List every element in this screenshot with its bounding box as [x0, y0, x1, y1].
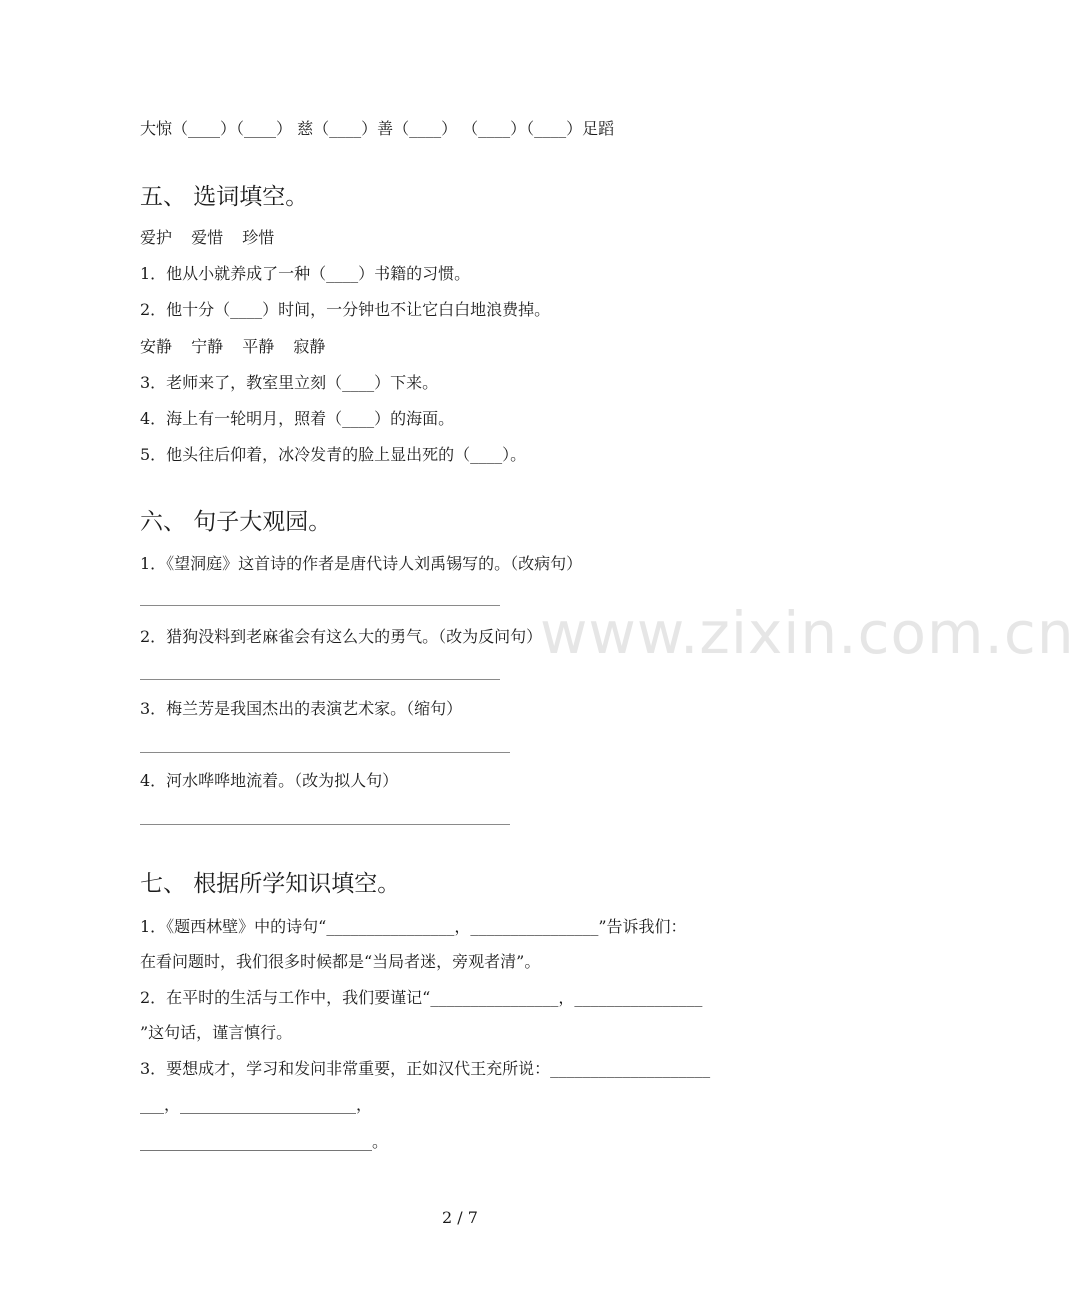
word-option: 安静	[140, 337, 173, 356]
word-options-1	[140, 226, 288, 250]
page-number: 2 / 7	[442, 1208, 478, 1227]
question-item: 1．《望洞庭》这首诗的作者是唐代诗人刘禹锡写的。（改病句）	[140, 554, 583, 573]
word-option: 平静	[242, 337, 275, 356]
word-option: 寂静	[293, 337, 326, 356]
question-item: 4．海上有一轮明月，照着（____）的海面。	[140, 409, 455, 428]
question-line: ___，______________________，	[140, 1095, 373, 1114]
section-7-title: 七、 根据所学知识填空。	[140, 871, 401, 897]
watermark: www.zixin.com.cn	[540, 599, 1075, 667]
question-item: 2．猎狗没料到老麻雀会有这么大的勇气。（改为反问句）	[140, 627, 543, 646]
word-option: 珍惜	[242, 228, 275, 247]
question-line: 在看问题时，我们很多时候都是“当局者迷，旁观者清”。	[140, 952, 541, 971]
word-options-2	[140, 335, 339, 359]
section-5-title: 五、 选词填空。	[140, 184, 309, 210]
answer-line[interactable]	[140, 605, 500, 606]
word-option: 宁静	[191, 337, 224, 356]
question-item: 2．他十分（____）时间，一分钟也不让它白白地浪费掉。	[140, 300, 551, 319]
answer-line[interactable]	[140, 752, 510, 753]
question-item: 3．老师来了，教室里立刻（____）下来。	[140, 373, 439, 392]
question-item: 5．他头往后仰着，冰冷发青的脸上显出死的（____）。	[140, 445, 527, 464]
question-line: 2．在平时的生活与工作中，我们要谨记“________________，________________	[140, 988, 703, 1007]
question-line: 3．要想成才，学习和发问非常重要，正如汉代王充所说：____________________	[140, 1059, 711, 1078]
question-item: 3．梅兰芳是我国杰出的表演艺术家。（缩句）	[140, 699, 463, 718]
answer-line[interactable]	[140, 679, 500, 680]
question-item: 1．他从小就养成了一种（____）书籍的习惯。	[140, 264, 471, 283]
answer-line[interactable]	[140, 824, 510, 825]
question-line: ”这句话，谨言慎行。	[140, 1023, 293, 1042]
word-option: 爱惜	[191, 228, 224, 247]
question-item: 4．河水哗哗地流着。（改为拟人句）	[140, 771, 399, 790]
question-line: 1．《题西林壁》中的诗句“________________，________________”告诉我们：	[140, 917, 687, 936]
section-6-title: 六、 句子大观园。	[140, 509, 332, 535]
question-line: _____________________________。	[140, 1132, 389, 1151]
word-option: 爱护	[140, 228, 173, 247]
idioms-fill-line: 大惊（____）（____） 慈（____）善（____） （____）（____）足蹈	[140, 119, 615, 138]
